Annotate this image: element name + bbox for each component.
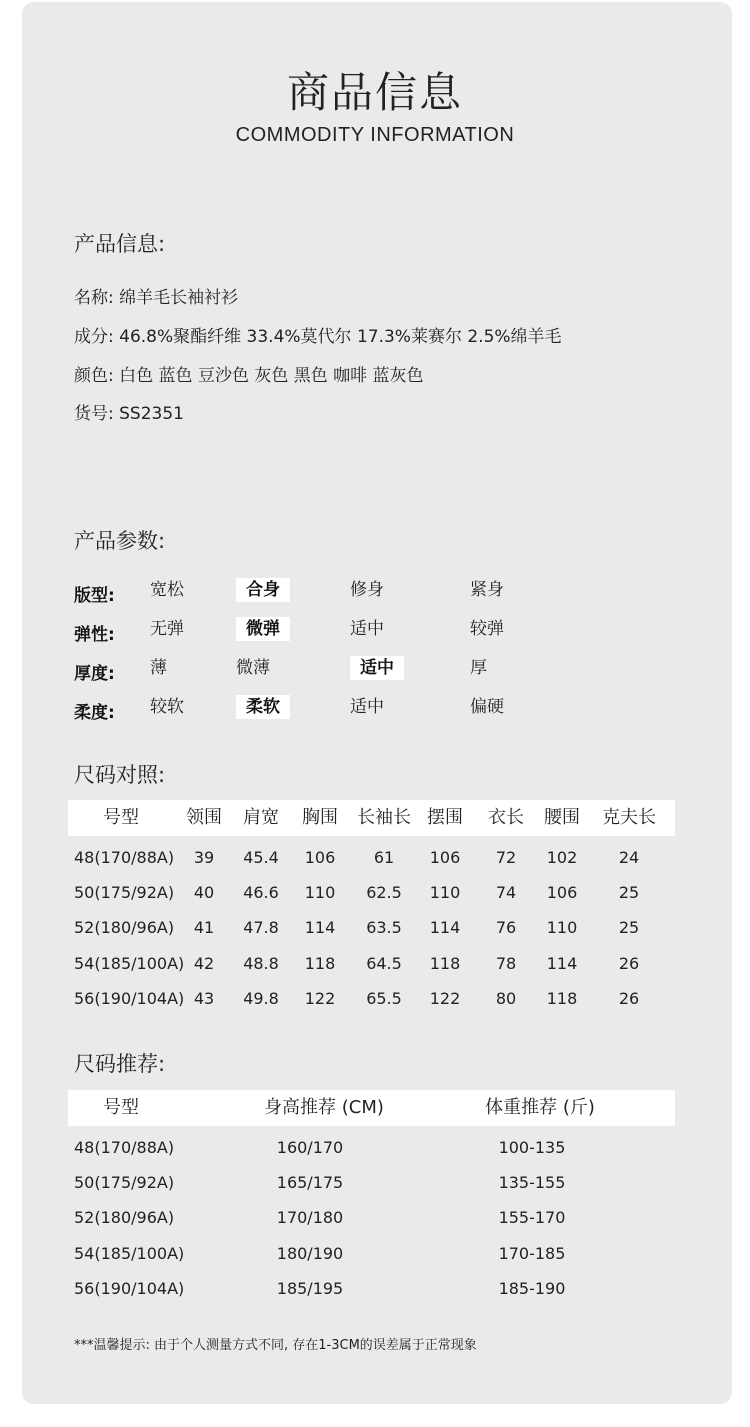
table-cell: 110 bbox=[429, 883, 461, 902]
table-row bbox=[0, 913, 750, 943]
table-cell: 114 bbox=[304, 918, 336, 937]
table-cell: 155-170 bbox=[498, 1208, 566, 1227]
table-cell: 25 bbox=[618, 883, 640, 902]
table-row bbox=[0, 843, 750, 873]
table-cell: 118 bbox=[429, 954, 461, 973]
param-option: 薄 bbox=[150, 658, 167, 678]
table-cell: 185-190 bbox=[498, 1279, 566, 1298]
column-header: 号型 bbox=[103, 807, 139, 828]
table-cell: 110 bbox=[546, 918, 578, 937]
table-row bbox=[0, 1239, 750, 1269]
table-cell: 40 bbox=[193, 883, 215, 902]
table-cell: 80 bbox=[495, 989, 517, 1008]
table-cell: 24 bbox=[618, 848, 640, 867]
param-option: 修身 bbox=[350, 580, 384, 600]
table-cell: 39 bbox=[193, 848, 215, 867]
table-cell: 106 bbox=[304, 848, 336, 867]
column-header: 号型 bbox=[103, 1097, 139, 1118]
param-option: 较软 bbox=[150, 697, 184, 717]
table-cell: 45.4 bbox=[243, 848, 279, 867]
param-option-selected: 微弹 bbox=[236, 617, 290, 641]
param-option-selected: 适中 bbox=[350, 656, 404, 680]
param-row bbox=[74, 695, 674, 725]
table-cell: 122 bbox=[304, 989, 336, 1008]
param-option: 紧身 bbox=[470, 580, 504, 600]
param-label: 厚度: bbox=[74, 664, 115, 684]
param-option: 适中 bbox=[350, 619, 384, 639]
table-cell: 63.5 bbox=[366, 918, 402, 937]
column-header: 肩宽 bbox=[243, 807, 279, 828]
table-row bbox=[0, 1274, 750, 1304]
table-cell: 54(185/100A) bbox=[74, 954, 185, 973]
table-cell: 170/180 bbox=[276, 1208, 344, 1227]
page-subtitle: COMMODITY INFORMATION bbox=[235, 124, 515, 146]
table-cell: 106 bbox=[546, 883, 578, 902]
param-option: 较弹 bbox=[470, 619, 504, 639]
size-recommend-header bbox=[68, 1090, 675, 1126]
param-row bbox=[74, 617, 674, 647]
table-cell: 100-135 bbox=[498, 1138, 566, 1157]
table-cell: 26 bbox=[618, 989, 640, 1008]
table-cell: 41 bbox=[193, 918, 215, 937]
info-sku-line: 货号: SS2351 bbox=[74, 404, 184, 424]
column-header: 身高推荐 (CM) bbox=[264, 1097, 384, 1118]
column-header: 克夫长 bbox=[602, 807, 656, 828]
table-cell: 50(175/92A) bbox=[74, 1173, 175, 1192]
table-cell: 48(170/88A) bbox=[74, 848, 175, 867]
table-cell: 65.5 bbox=[366, 989, 402, 1008]
table-cell: 160/170 bbox=[276, 1138, 344, 1157]
param-option-selected: 柔软 bbox=[236, 695, 290, 719]
param-option: 微薄 bbox=[236, 658, 270, 678]
table-cell: 48(170/88A) bbox=[74, 1138, 175, 1157]
table-cell: 76 bbox=[495, 918, 517, 937]
table-cell: 52(180/96A) bbox=[74, 1208, 175, 1227]
table-cell: 72 bbox=[495, 848, 517, 867]
param-label: 版型: bbox=[74, 586, 115, 606]
column-header: 长袖长 bbox=[357, 807, 411, 828]
table-cell: 74 bbox=[495, 883, 517, 902]
table-cell: 48.8 bbox=[243, 954, 279, 973]
param-label: 弹性: bbox=[74, 625, 115, 645]
param-option: 无弹 bbox=[150, 619, 184, 639]
product-info-heading: 产品信息: bbox=[74, 232, 166, 256]
table-cell: 185/195 bbox=[276, 1279, 344, 1298]
param-label: 柔度: bbox=[74, 703, 115, 723]
table-cell: 165/175 bbox=[276, 1173, 344, 1192]
table-cell: 78 bbox=[495, 954, 517, 973]
table-cell: 42 bbox=[193, 954, 215, 973]
table-cell: 26 bbox=[618, 954, 640, 973]
table-cell: 52(180/96A) bbox=[74, 918, 175, 937]
table-cell: 46.6 bbox=[243, 883, 279, 902]
product-params-heading: 产品参数: bbox=[74, 529, 166, 553]
column-header: 胸围 bbox=[302, 807, 338, 828]
table-cell: 50(175/92A) bbox=[74, 883, 175, 902]
table-cell: 61 bbox=[373, 848, 395, 867]
table-cell: 25 bbox=[618, 918, 640, 937]
size-chart-heading: 尺码对照: bbox=[74, 763, 166, 787]
info-name-line: 名称: 绵羊毛长袖衬衫 bbox=[74, 288, 239, 308]
table-cell: 106 bbox=[429, 848, 461, 867]
param-option: 厚 bbox=[470, 658, 487, 678]
footer-note: ***温馨提示: 由于个人测量方式不同, 存在1-3CM的误差属于正常现象 bbox=[74, 1338, 477, 1353]
param-option-selected: 合身 bbox=[236, 578, 290, 602]
table-cell: 56(190/104A) bbox=[74, 989, 185, 1008]
table-cell: 180/190 bbox=[276, 1244, 344, 1263]
column-header: 腰围 bbox=[544, 807, 580, 828]
table-row bbox=[0, 878, 750, 908]
table-cell: 170-185 bbox=[498, 1244, 566, 1263]
table-row bbox=[0, 984, 750, 1014]
column-header: 体重推荐 (斤) bbox=[485, 1097, 595, 1118]
column-header: 领围 bbox=[186, 807, 222, 828]
table-row bbox=[0, 1168, 750, 1198]
table-cell: 114 bbox=[546, 954, 578, 973]
page-title: 商品信息 bbox=[286, 68, 463, 117]
param-row bbox=[74, 656, 674, 686]
table-cell: 110 bbox=[304, 883, 336, 902]
table-cell: 62.5 bbox=[366, 883, 402, 902]
param-row bbox=[74, 578, 674, 608]
table-cell: 47.8 bbox=[243, 918, 279, 937]
param-option: 偏硬 bbox=[470, 697, 504, 717]
table-cell: 114 bbox=[429, 918, 461, 937]
column-header: 衣长 bbox=[488, 807, 524, 828]
table-cell: 54(185/100A) bbox=[74, 1244, 185, 1263]
table-cell: 64.5 bbox=[366, 954, 402, 973]
param-option: 适中 bbox=[350, 697, 384, 717]
table-row bbox=[0, 949, 750, 979]
info-color-line: 颜色: 白色 蓝色 豆沙色 灰色 黑色 咖啡 蓝灰色 bbox=[74, 366, 424, 386]
column-header: 摆围 bbox=[427, 807, 463, 828]
table-cell: 102 bbox=[546, 848, 578, 867]
table-row bbox=[0, 1203, 750, 1233]
table-cell: 118 bbox=[546, 989, 578, 1008]
table-cell: 135-155 bbox=[498, 1173, 566, 1192]
table-cell: 122 bbox=[429, 989, 461, 1008]
info-composition-line: 成分: 46.8%聚酯纤维 33.4%莫代尔 17.3%莱赛尔 2.5%绵羊毛 bbox=[74, 327, 562, 347]
size-recommend-heading: 尺码推荐: bbox=[74, 1052, 166, 1076]
table-cell: 49.8 bbox=[243, 989, 279, 1008]
table-cell: 43 bbox=[193, 989, 215, 1008]
table-cell: 56(190/104A) bbox=[74, 1279, 185, 1298]
param-option: 宽松 bbox=[150, 580, 184, 600]
table-cell: 118 bbox=[304, 954, 336, 973]
table-row bbox=[0, 1133, 750, 1163]
size-chart-header bbox=[68, 800, 675, 836]
